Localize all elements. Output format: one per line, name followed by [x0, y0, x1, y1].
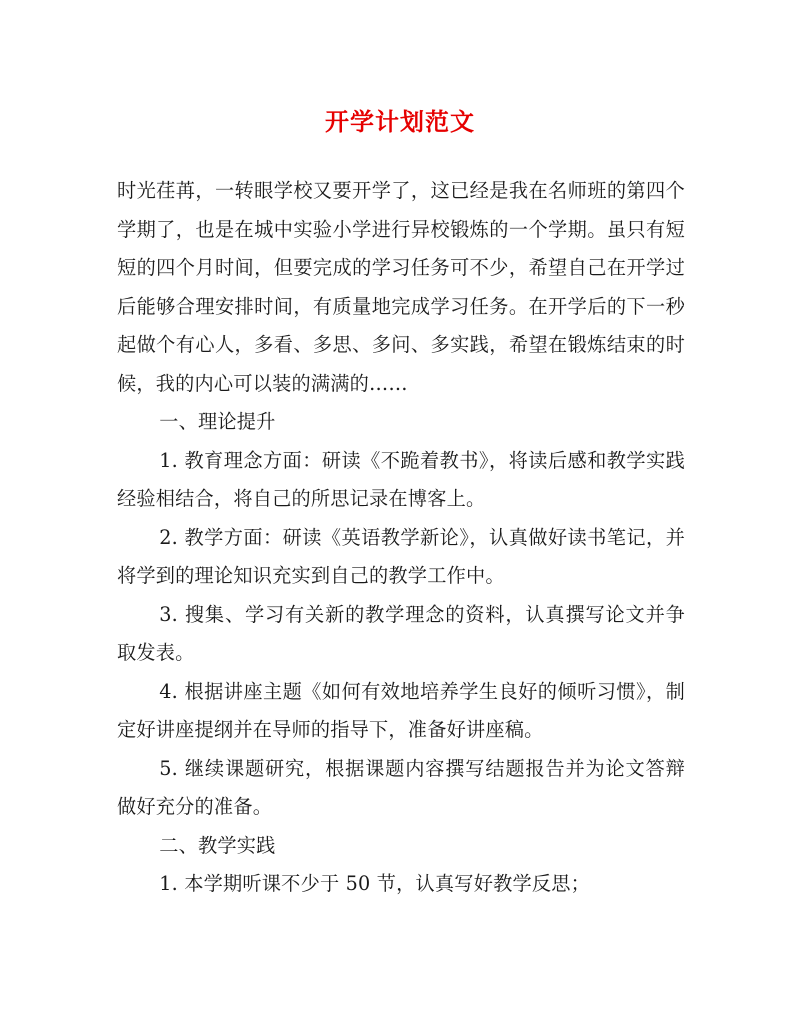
theory-item-2: 2. 教学方面：研读《英语教学新论》，认真做好读书笔记，并将学到的理论知识充实到自己的教学工作中。 — [117, 525, 685, 587]
practice-item-1: 1. 本学期听课不少于 50 节，认真写好教学反思； — [159, 872, 591, 895]
document-title: 开学计划范文 — [325, 107, 475, 136]
theory-item-4: 4. 根据讲座主题《如何有效地培养学生良好的倾听习惯》，制定好讲座提纲并在导师的指导下，准备好讲座稿。 — [117, 679, 685, 741]
theory-item-3: 3. 搜集、学习有关新的教学理念的资料，认真撰写论文并争取发表。 — [117, 602, 685, 664]
document-body — [117, 172, 685, 904]
intro-paragraph: 时光荏苒，一转眼学校又要开学了，这已经是我在名师班的第四个学期了，也是在城中实验小学进行异校锻炼的一个学期。虽只有短短的四个月时间，但要完成的学习任务可不少，希望自己在开学过后能够合理安排时间，有质量地完成学习任务。在开学后的下一秒起做个有心人，多看、多思、多问、多实践，希望在锻炼结束的时候，我的内心可以装的满满的…… — [117, 179, 685, 395]
theory-item-5: 5. 继续课题研究，根据课题内容撰写结题报告并为论文答辩做好充分的准备。 — [117, 756, 685, 818]
section-heading-theory: 一、理论提升 — [159, 410, 276, 433]
section-heading-practice: 二、教学实践 — [159, 833, 276, 857]
theory-item-1: 1. 教育理念方面：研读《不跪着教书》，将读后感和教学实践经验相结合，将自己的所思记录在博客上。 — [117, 448, 685, 510]
